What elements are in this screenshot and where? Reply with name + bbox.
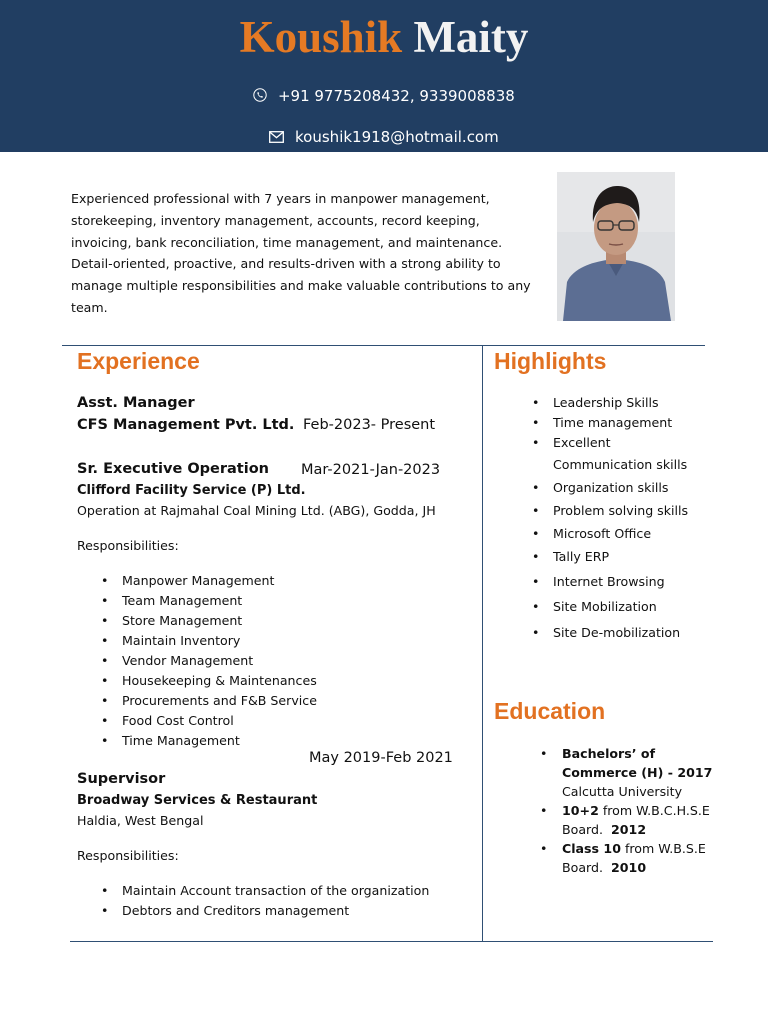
degree-year: 2010: [611, 860, 647, 875]
list-item: [540, 839, 715, 877]
job-1-company: CFS Management Pvt. Ltd.: [77, 417, 295, 433]
degree-name: Class 10: [562, 841, 621, 856]
job-3-role: Supervisor: [77, 771, 166, 787]
responsibility-text: Maintain Account transaction of the organization: [122, 883, 430, 898]
bullet: •: [101, 653, 109, 668]
bullet: •: [532, 480, 540, 495]
highlight-text: Site Mobilization: [553, 599, 657, 614]
bullet: •: [532, 574, 540, 589]
bullet: •: [540, 841, 548, 856]
list-item: [508, 622, 708, 644]
highlight-text: Time management: [553, 415, 673, 430]
bullet: •: [532, 435, 540, 450]
responsibility-text: Housekeeping & Maintenances: [122, 673, 317, 688]
list-item: [77, 691, 317, 711]
list-item: [77, 881, 429, 901]
list-item: [508, 392, 708, 414]
list-item: [508, 571, 708, 593]
bullet: •: [532, 415, 540, 430]
job-3-responsibilities-label: Responsibilities:: [77, 848, 179, 863]
list-item: [77, 901, 429, 921]
responsibility-text: Time Management: [122, 733, 240, 748]
degree-name: Bachelors’ of Commerce (H) - 2017: [562, 746, 713, 780]
list-item: [508, 412, 708, 434]
bullet: •: [540, 803, 548, 818]
responsibility-text: Procurements and F&B Service: [122, 693, 317, 708]
highlights-list: [508, 392, 708, 644]
highlight-text: Organization skills: [553, 480, 669, 495]
list-item: [77, 591, 317, 611]
bullet: •: [101, 903, 109, 918]
phone-numbers: +91 9775208432, 9339008838: [277, 87, 515, 105]
section-divider-bottom: [70, 941, 713, 942]
job-3-responsibilities: [77, 881, 429, 921]
bullet: •: [532, 599, 540, 614]
list-item: [77, 571, 317, 591]
responsibility-text: Debtors and Creditors management: [122, 903, 350, 918]
responsibility-text: Food Cost Control: [122, 713, 234, 728]
last-name: Maity: [413, 12, 529, 62]
highlight-text: Internet Browsing: [553, 574, 665, 589]
bullet: •: [532, 503, 540, 518]
phone-icon: [253, 87, 272, 105]
bullet: •: [532, 395, 540, 410]
list-item: [508, 546, 708, 568]
degree-year: 2012: [611, 822, 647, 837]
job-2-role: Sr. Executive Operation: [77, 461, 269, 477]
degree-institution: Calcutta University: [562, 784, 683, 799]
degree-name: 10+2: [562, 803, 599, 818]
bullet: •: [101, 883, 109, 898]
list-item: [508, 500, 708, 522]
professional-summary: Experienced professional with 7 years in manpower management, storekeeping, inventory management, accounts, record keeping, invoicing, bank reconciliation, time management, and maintenance. Detail-oriented, proactive, and results-driven with a strong ability to manage multiple responsibilities and make valuable contributions to any team.: [71, 191, 531, 315]
highlight-text: Microsoft Office: [553, 526, 652, 541]
header-banner: [0, 0, 768, 152]
bullet: •: [101, 673, 109, 688]
education-list: [540, 744, 715, 877]
column-divider: [482, 345, 483, 942]
list-item: [508, 596, 708, 618]
highlight-text: Excellent Communication skills: [553, 435, 688, 472]
list-item: [508, 477, 708, 499]
list-item: [540, 744, 715, 801]
degree-board: from W.B.S.E Board.: [562, 841, 710, 875]
highlight-text: Site De-mobilization: [553, 625, 681, 640]
bullet: •: [101, 633, 109, 648]
list-item: [77, 731, 317, 751]
list-item: [77, 671, 317, 691]
job-3-dates: May 2019-Feb 2021: [309, 750, 453, 766]
bullet: •: [532, 549, 540, 564]
experience-heading: Experience: [77, 348, 200, 374]
responsibility-text: Store Management: [122, 613, 243, 628]
responsibility-text: Vendor Management: [122, 653, 254, 668]
responsibility-text: Manpower Management: [122, 573, 275, 588]
responsibility-text: Maintain Inventory: [122, 633, 241, 648]
job-3-company: Broadway Services & Restaurant: [77, 793, 318, 808]
first-name: Koushik: [239, 12, 403, 62]
job-2-location: Operation at Rajmahal Coal Mining Ltd. (ABG), Godda, JH: [77, 503, 436, 518]
responsibility-text: Team Management: [122, 593, 243, 608]
candidate-name: [0, 10, 768, 64]
bullet: •: [101, 573, 109, 588]
bullet: •: [101, 593, 109, 608]
envelope-icon: [269, 128, 289, 146]
profile-photo: [557, 172, 675, 321]
highlight-text: Problem solving skills: [553, 503, 689, 518]
list-item: [77, 651, 317, 671]
bullet: •: [101, 713, 109, 728]
bullet: •: [532, 526, 540, 541]
list-item: [77, 631, 317, 651]
list-item: [508, 432, 708, 476]
highlights-heading: Highlights: [494, 348, 607, 374]
phone-line: [0, 86, 768, 106]
job-2-responsibilities-label: Responsibilities:: [77, 538, 179, 553]
bullet: •: [540, 746, 548, 761]
degree-board: from W.B.C.H.S.E Board.: [562, 803, 714, 837]
highlight-text: Leadership Skills: [553, 395, 659, 410]
job-3-location: Haldia, West Bengal: [77, 813, 204, 828]
education-heading: Education: [494, 698, 606, 724]
list-item: [508, 523, 708, 545]
list-item: [77, 611, 317, 631]
email-address[interactable]: koushik1918@hotmail.com: [295, 128, 499, 146]
job-2-responsibilities: [77, 571, 317, 751]
bullet: •: [532, 625, 540, 640]
job-1-role: Asst. Manager: [77, 395, 195, 411]
bullet: •: [101, 613, 109, 628]
job-1-dates: Feb-2023- Present: [303, 417, 436, 433]
highlight-text: Tally ERP: [553, 549, 610, 564]
job-2-dates: Mar-2021-Jan-2023: [301, 462, 441, 478]
section-divider-top: [62, 345, 705, 346]
list-item: [540, 801, 715, 839]
list-item: [77, 711, 317, 731]
job-2-company: Clifford Facility Service (P) Ltd.: [77, 483, 306, 498]
bullet: •: [101, 733, 109, 748]
email-line: [0, 127, 768, 147]
bullet: •: [101, 693, 109, 708]
